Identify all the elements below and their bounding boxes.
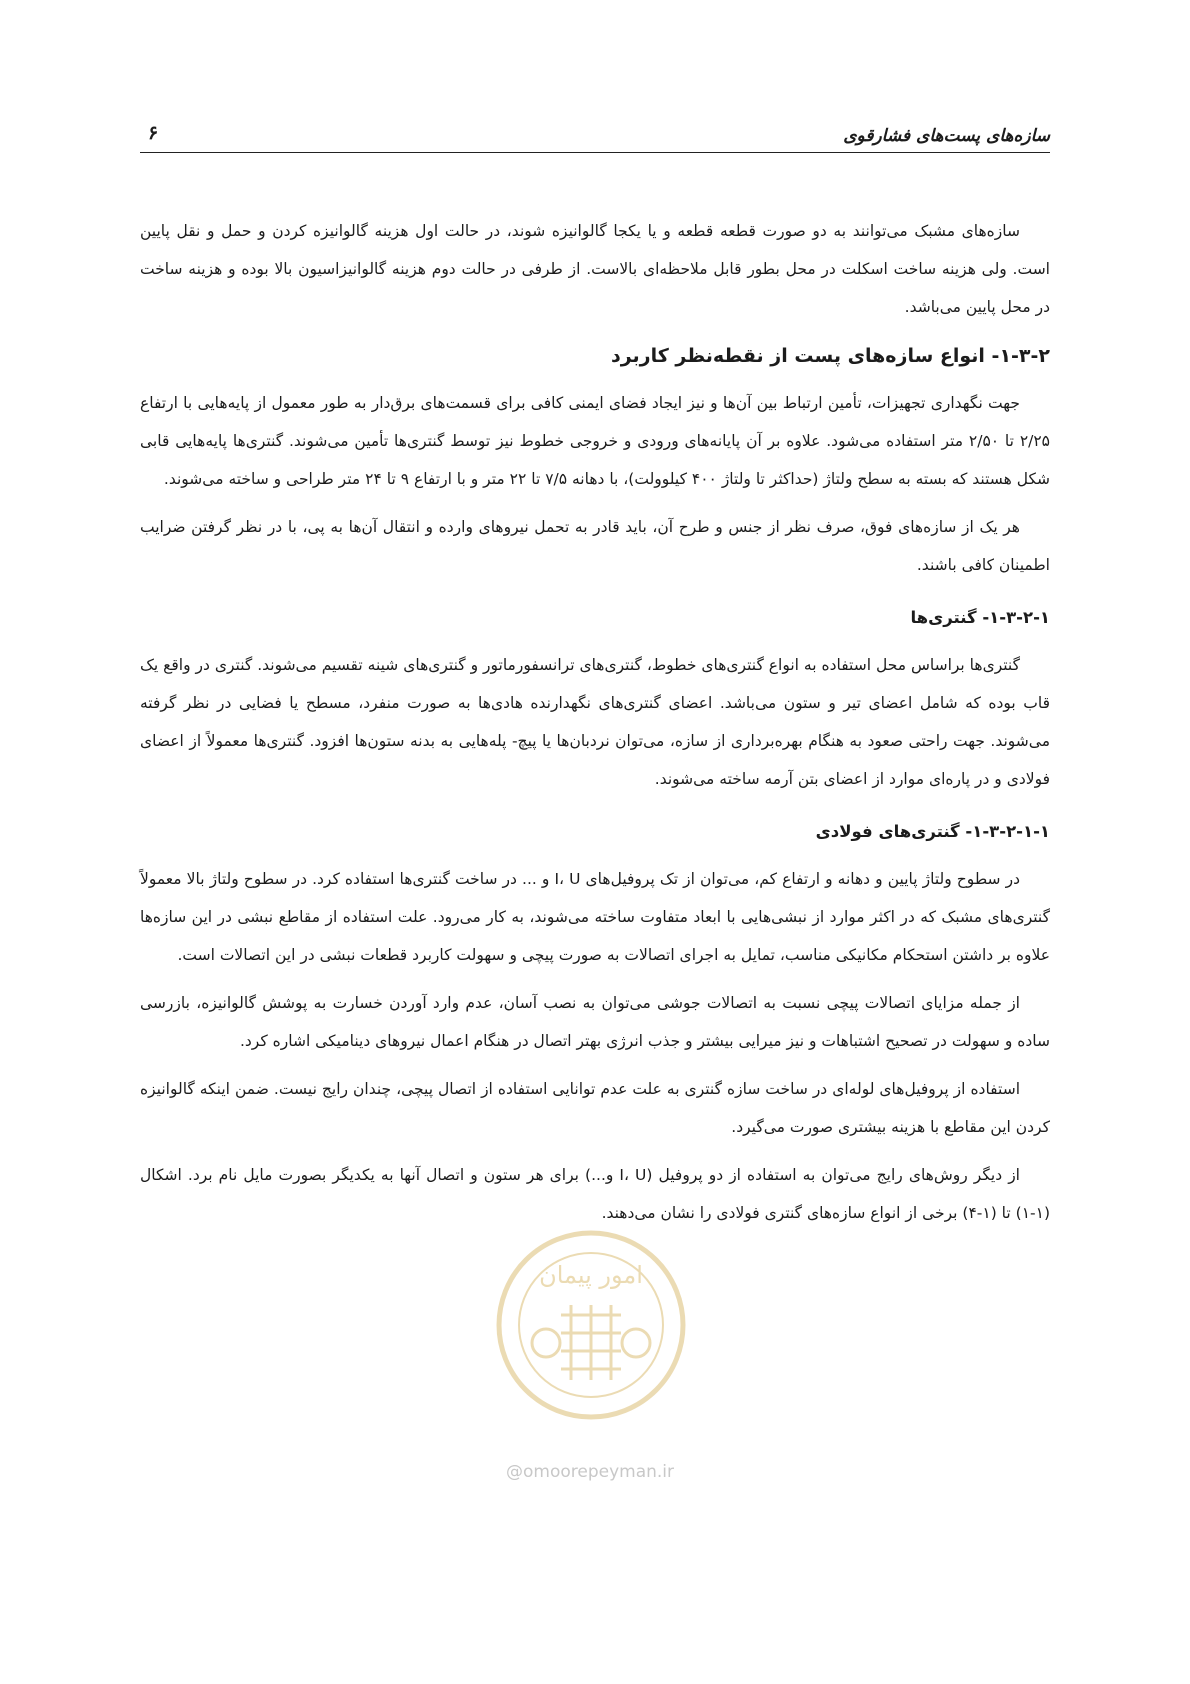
watermark-logo-text: امور پیمان	[539, 1261, 643, 1289]
running-header	[140, 118, 1050, 153]
page-number: ۶	[148, 122, 159, 144]
watermark-site: @omoorepeyman.ir	[505, 1462, 675, 1482]
paragraph-double-profiles: از دیگر روش‌های رایج می‌توان به استفاده از دو پروفیل (I، U و...) برای هر ستون و اتصال آنها به یکدیگر بصورت مایل نام برد. اشکال (۱-۱) تا (۱-۴) برخی از انواع سازه‌های گنتری فولادی را نشان می‌دهند.	[140, 1166, 1050, 1222]
section-heading-structure-types: ۱-۳-۲- انواع سازه‌های پست از نقطه‌نظر کاربرد	[610, 345, 1050, 367]
paragraph-lattice-galvanizing: سازه‌های مشبک می‌توانند به دو صورت قطعه قطعه و یا یکجا گالوانیزه شوند، در حالت اول هزینه گالوانیزه کردن و حمل و نقل پایین است. ولی هزینه ساخت اسکلت در محل بطور قابل ملاحظه‌ای بالاست. از طرفی در حالت دوم هزینه گالوانیزاسیون بالا بوده و هزینه ساخت در محل پایین می‌باشد.	[140, 222, 1050, 316]
section-heading-gantries: ۱-۳-۲-۱- گنتری‌ها	[910, 608, 1050, 627]
paragraph-tubular-profiles: استفاده از پروفیل‌های لوله‌ای در ساخت سازه گنتری به علت عدم توانایی استفاده از اتصال پیچی، چندان رایج نیست. ضمن اینکه گالوانیزه کردن این مقاطع با هزینه بیشتری صورت می‌گیرد.	[140, 1080, 1050, 1136]
section-heading-steel-gantries: ۱-۳-۲-۱-۱- گنتری‌های فولادی	[815, 822, 1050, 841]
running-title: سازه‌های پست‌های فشارقوی	[843, 126, 1050, 146]
paragraph-steel-profiles: در سطوح ولتاژ پایین و دهانه و ارتفاع کم، می‌توان از تک پروفیل‌های I، U و ... در ساخت گنتری‌ها استفاده کرد. در سطوح ولتاژ بالا معمولاً گنتری‌های مشبک که در اکثر موارد از نبشی‌هایی با ابعاد متفاوت ساخته می‌شوند، به کار می‌رود. علت استفاده از مقاطع نبشی در این سازه‌ها علاوه بر داشتن استحکام مکانیکی مناسب، تمایل به اجرای اتصالات به صورت پیچی و سهولت کاربرد قطعات نبشی در این اتصالات است.	[140, 870, 1050, 964]
body-text	[140, 212, 1050, 1242]
paragraph-supports-and-gantries: جهت نگهداری تجهیزات، تأمین ارتباط بین آن‌ها و نیز ایجاد فضای ایمنی کافی برای قسمت‌های برق‌دار به طور معمول از پایه‌هایی با ارتفاع ۲/۲۵ تا ۲/۵۰ متر استفاده می‌شود. علاوه بر آن پایانه‌های ورودی و خروجی خطوط نیز توسط گنتری‌ها تأمین می‌شوند. گنتری‌ها پایه‌هایی قابی شکل هستند که بسته به سطح ولتاژ (حداکثر تا ولتاژ ۴۰۰ کیلوولت)، با دهانه ۷/۵ تا ۲۲ متر و با ارتفاع ۹ تا ۲۴ متر طراحی و ساخته می‌شوند.	[140, 394, 1051, 488]
paragraph-load-capacity: هر یک از سازه‌های فوق، صرف نظر از جنس و طرح آن، باید قادر به تحمل نیروهای وارده و انتقال آن‌ها به پی، با در نظر گرفتن ضرایب اطمینان کافی باشند.	[140, 518, 1050, 574]
paragraph-gantry-types: گنتری‌ها براساس محل استفاده به انواع گنتری‌های خطوط، گنتری‌های ترانسفورماتور و گنتری‌های شینه تقسیم می‌شوند. گنتری در واقع یک قاب بوده که شامل اعضای تیر و ستون می‌باشد. اعضای گنتری‌های نگهدارنده هادی‌ها به صورت منفرد، مسطح یا فضایی در نظر گرفته می‌شوند. جهت راحتی صعود به هنگام بهره‌برداری از سازه، می‌توان نردبان‌ها یا پیچ- پله‌هایی به بدنه ستون‌ها افزود. گنتری‌ها معمولاً از اعضای فولادی و در پاره‌ای موارد از اعضای بتن آرمه ساخته می‌شوند.	[140, 656, 1050, 788]
paragraph-bolted-advantages: از جمله مزایای اتصالات پیچی نسبت به اتصالات جوشی می‌توان به نصب آسان، عدم وارد آوردن خسارت به پوشش گالوانیزه، بازرسی ساده و سهولت در تصحیح اشتباهات و نیز میرایی بیشتر و جذب انرژی بهتر اتصال در هنگام اعمال نیروهای دینامیکی اشاره کرد.	[140, 994, 1050, 1050]
watermark-logo	[491, 1225, 691, 1425]
